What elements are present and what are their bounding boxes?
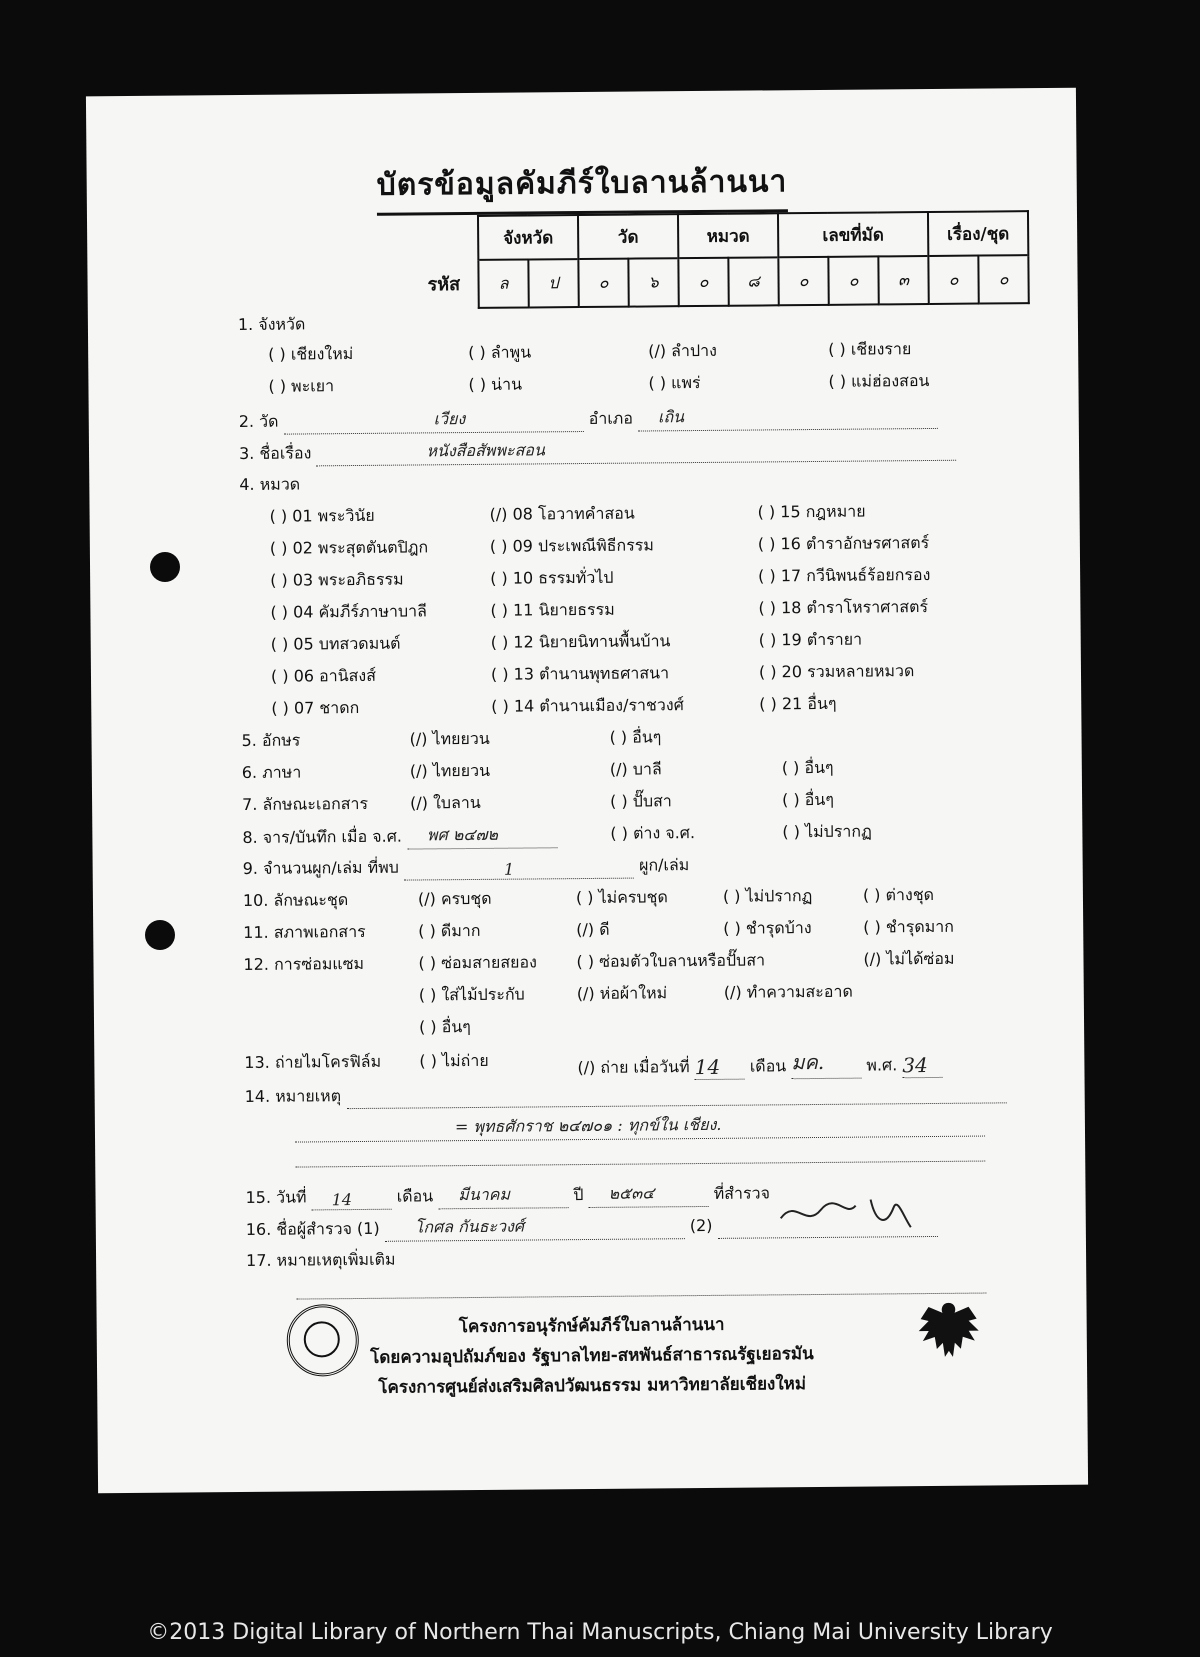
section-survey-date: [245, 1180, 770, 1211]
survey-year-field: [588, 1181, 708, 1208]
option-lamphun: ( ) ลำพูน: [468, 342, 532, 363]
survey-label: ที่สำรวจ: [713, 1183, 770, 1203]
category-option: ( ) 14 ตำนานเมือง/ราชวงศ์: [491, 695, 684, 716]
script-option: ( ) อื่นๆ: [609, 727, 662, 747]
microfilm-month-field: [791, 1046, 861, 1080]
code-header-title: เรื่อง/ชุด: [928, 211, 1028, 256]
section-label: ชื่อเรื่อง: [259, 443, 312, 463]
section-number: 12.: [243, 954, 270, 975]
repair-option: ( ) อื่นๆ: [418, 1017, 471, 1037]
remarks-field: [295, 1111, 985, 1143]
survey-day-field: [312, 1190, 392, 1211]
script-option: (/) ไทยยวน: [409, 728, 490, 749]
section-number: 11.: [243, 922, 269, 943]
university-seal-icon: [286, 1304, 359, 1377]
condition-option: ( ) ชำรุดมาก: [863, 916, 954, 937]
punch-hole: [145, 920, 175, 950]
repair-option: ( ) ซ่อมสายสยอง: [418, 952, 537, 973]
count-value: 1: [503, 859, 515, 879]
section-number: 5.: [241, 730, 257, 751]
repair-option: (/) ทำความสะอาด: [723, 981, 853, 1002]
section-number: 3.: [238, 443, 255, 464]
section-repair: [243, 952, 364, 978]
surveyor-1-field: [385, 1213, 685, 1242]
microfilm-date: [577, 1045, 942, 1081]
section-condition: [243, 920, 366, 946]
language-option: ( ) อื่นๆ: [781, 757, 834, 778]
inscribed-field: [407, 822, 557, 849]
section-label: ลักษณะเอกสาร: [262, 793, 369, 814]
section-province: [238, 312, 306, 338]
set-option: ( ) ต่างชุด: [862, 884, 935, 905]
repair-option: (/) ห่อผ้าใหม่: [576, 983, 668, 1004]
set-option: ( ) ไม่ครบชุด: [575, 887, 668, 908]
section-extra-remarks: [246, 1248, 396, 1274]
district-field: [638, 403, 938, 432]
condition-option: (/) ดี: [576, 919, 610, 940]
section-label: หมวด: [259, 474, 301, 494]
temple-field: [283, 406, 583, 435]
microfilm-yes-option: (/) ถ่าย เมื่อวันที่: [577, 1057, 690, 1078]
card-title: บัตรข้อมูลคัมภีร์ใบลานล้านนา: [377, 158, 788, 216]
survey-day: 14: [331, 1190, 353, 1210]
code-digit: ๐: [578, 259, 628, 307]
survey-month: มีนาคม: [458, 1184, 511, 1205]
section-label: ถ่ายไมโครฟิล์ม: [274, 1051, 382, 1072]
section-remarks: [245, 1078, 1007, 1110]
section-label: จังหวัด: [258, 314, 306, 334]
set-option: (/) ครบชุด: [417, 888, 492, 909]
section-count: [243, 853, 690, 882]
section-doc-type: [242, 792, 368, 818]
section-label: หมายเหตุเพิ่มเติม: [276, 1249, 396, 1270]
repair-option: (/) ไม่ได้ซ่อม: [863, 948, 955, 969]
code-header-category: หมวด: [678, 213, 778, 258]
option-phrae: ( ) แพร่: [648, 372, 701, 393]
inscribed-option: ( ) ต่าง จ.ศ.: [610, 823, 696, 843]
section-label: การซ่อมแซม: [273, 953, 365, 974]
category-option: ( ) 18 ตำราโหราศาสตร์: [758, 597, 929, 618]
category-option: ( ) 20 รวมหลายหมวด: [758, 661, 915, 682]
code-digit: ๖: [628, 258, 678, 306]
category-option: ( ) 04 คัมภีร์ภาษาบาลี: [270, 601, 428, 622]
set-option: ( ) ไม่ปรากฏ: [722, 886, 813, 906]
section-story-title: [239, 435, 957, 467]
microfilm-year: 34: [902, 1053, 928, 1078]
doc-type-option: ( ) ปั๊บสา: [610, 791, 672, 811]
inscribed-option: ( ) ไม่ปรากฏ: [782, 821, 872, 842]
section-number: 7.: [242, 794, 258, 815]
category-option: ( ) 12 นิยายนิทานพื้นบ้าน: [490, 631, 671, 652]
section-number: 14.: [244, 1086, 271, 1106]
option-maehongson: ( ) แม่ฮ่องสอน: [828, 370, 930, 391]
doc-type-option: ( ) อื่นๆ: [782, 789, 834, 810]
section-label: อักษร: [261, 730, 301, 750]
survey-month-field: [438, 1182, 568, 1209]
story-title-field: [316, 435, 956, 467]
repair-option: ( ) ซ่อมตัวใบลานหรือปั๊บสา: [576, 950, 766, 972]
code-table: [477, 210, 1030, 309]
section-number: 15.: [245, 1187, 272, 1207]
punch-hole: [150, 552, 180, 582]
category-option: ( ) 10 ธรรมทั่วไป: [490, 567, 614, 588]
code-digit: ๓: [878, 256, 928, 304]
code-digit: ๐: [978, 255, 1028, 303]
code-digit: ๐: [678, 258, 728, 306]
category-option: ( ) 11 นิยายธรรม: [490, 599, 615, 620]
code-digit: ๐: [828, 256, 878, 304]
remarks-value: = พุทธศักราช ๒๔๗๐๑ : ทุกข์ใน เชียง.: [454, 1114, 722, 1137]
remarks-line-2: [295, 1111, 985, 1143]
section-label: ภาษา: [262, 762, 302, 782]
code-digit: ๐: [928, 256, 978, 304]
option-lampang: (/) ลำปาง: [648, 340, 717, 361]
record-card: [86, 88, 1088, 1494]
district-value: เถิน: [657, 407, 685, 427]
category-option: ( ) 16 ตำราอักษรศาสตร์: [757, 533, 930, 554]
language-option: (/) ไทยยวน: [409, 760, 491, 781]
survey-year-label: ปี: [573, 1185, 584, 1205]
microfilm-day-field: [695, 1055, 745, 1080]
category-option: ( ) 03 พระอภิธรรม: [270, 569, 404, 590]
option-nan: ( ) น่าน: [468, 374, 523, 395]
surveyor-1-value: โกศล กันธะวงศ์: [414, 1216, 525, 1237]
microfilm-day: 14: [694, 1054, 721, 1080]
category-option: ( ) 09 ประเพณีพิธีกรรม: [489, 535, 654, 556]
remarks-line: [346, 1102, 1006, 1109]
section-number: 2.: [238, 411, 255, 432]
code-header-bundle: เลขที่มัด: [778, 212, 928, 257]
section-set: [243, 888, 348, 914]
section-number: 8.: [242, 827, 258, 848]
section-label: จำนวนผูก/เล่ม ที่พบ: [262, 857, 399, 878]
district-label: อำเภอ: [588, 408, 633, 428]
category-option: ( ) 07 ชาดก: [271, 697, 360, 718]
section-number: 17.: [246, 1250, 272, 1270]
microfilm-no-option: ( ) ไม่ถ่าย: [419, 1050, 489, 1071]
temple-value: เวียง: [433, 409, 466, 429]
category-option: ( ) 13 ตำนานพุทธศาสนา: [490, 663, 670, 684]
section-inscribed: [242, 822, 557, 851]
code-header-province: จังหวัด: [478, 215, 578, 260]
remarks-line: [295, 1161, 985, 1168]
section-label: ลักษณะชุด: [273, 890, 349, 910]
option-phayao: ( ) พะเยา: [268, 376, 335, 396]
german-eagle-icon: [914, 1297, 983, 1368]
section-temple: [239, 403, 938, 435]
surveyor-2-label: (2): [689, 1215, 713, 1236]
story-title-value: หนังสือสัพพะสอน: [426, 440, 545, 461]
category-option: (/) 08 โอวาทคำสอน: [489, 503, 635, 524]
category-option: ( ) 17 กวีนิพนธ์ร้อยกรอง: [758, 564, 931, 586]
category-option: ( ) 15 กฎหมาย: [757, 501, 866, 522]
surveyor-2-signature: [775, 1187, 915, 1238]
category-option: ( ) 02 พระสุตตันตปิฎก: [269, 537, 429, 558]
code-header-temple: วัด: [578, 214, 678, 259]
category-option: ( ) 05 บทสวดมนต์: [270, 633, 401, 654]
section-category: [239, 472, 300, 498]
section-number: 16.: [245, 1219, 272, 1239]
section-number: 13.: [244, 1052, 270, 1072]
microfilm-year-label: พ.ศ.: [866, 1055, 898, 1075]
section-label: หมายเหตุ: [275, 1086, 342, 1106]
footer-line-2: โดยความอุปถัมภ์ของ รัฐบาลไทย-สหพันธ์สาธารณรัฐเยอรมัน: [370, 1344, 814, 1368]
section-label: วัด: [259, 411, 279, 431]
microfilm-month-label: เดือน: [749, 1056, 787, 1076]
copyright-text: ©2013 Digital Library of Northern Thai Manuscripts, Chiang Mai University Library: [147, 1620, 1053, 1645]
category-option: ( ) 19 ตำรายา: [758, 629, 863, 650]
footer-line-3: โครงการศูนย์ส่งเสริมศิลปวัฒนธรรม มหาวิทยาลัยเชียงใหม่: [378, 1374, 807, 1398]
remarks-line-3: [295, 1143, 985, 1168]
section-number: 6.: [241, 762, 258, 783]
microfilm-year-field: [902, 1053, 942, 1078]
repair-option: ( ) ใส่ไม้ประกับ: [418, 984, 525, 1005]
category-option: ( ) 01 พระวินัย: [269, 505, 375, 526]
count-unit: ผูก/เล่ม: [638, 855, 690, 875]
section-script: [241, 729, 300, 755]
extra-remarks-line: [296, 1275, 986, 1300]
doc-type-option: (/) ใบลาน: [410, 792, 481, 813]
code-digit: ป: [528, 259, 578, 307]
section-number: 1.: [237, 314, 254, 335]
condition-option: ( ) ดีมาก: [418, 920, 481, 941]
code-digit: ล: [478, 259, 528, 307]
category-option: ( ) 21 อื่นๆ: [759, 693, 837, 714]
section-number: 4.: [239, 474, 255, 495]
section-number: 10.: [242, 890, 269, 911]
count-field: [404, 859, 634, 881]
section-microfilm: [244, 1050, 381, 1076]
inscribed-value: พศ ๒๔๗๒: [426, 824, 499, 845]
section-label: วันที่: [276, 1187, 307, 1207]
extra-remarks-field: [296, 1293, 986, 1300]
code-label: รหัส: [427, 274, 461, 296]
section-label: จาร/บันทึก เมื่อ จ.ศ.: [262, 826, 403, 847]
section-language: [242, 760, 302, 786]
option-chiangmai: ( ) เชียงใหม่: [268, 344, 354, 364]
footer-line-1: โครงการอนุรักษ์คัมภีร์ใบลานล้านนา: [458, 1314, 725, 1338]
code-digit: ๘: [728, 257, 778, 305]
section-label: สภาพเอกสาร: [273, 921, 366, 942]
section-label: ชื่อผู้สำรวจ (1): [276, 1218, 380, 1239]
category-option: ( ) 06 อานิสงส์: [270, 665, 377, 686]
code-digit: ๐: [778, 257, 828, 305]
survey-year: ๒๕๓๔: [608, 1183, 655, 1203]
survey-month-label: เดือน: [396, 1186, 434, 1206]
option-chiangrai: ( ) เชียงราย: [828, 339, 912, 359]
microfilm-month: มค.: [791, 1049, 825, 1075]
condition-option: ( ) ชำรุดบ้าง: [723, 918, 812, 938]
section-number: 9.: [242, 858, 259, 879]
language-option: (/) บาลี: [609, 759, 662, 779]
